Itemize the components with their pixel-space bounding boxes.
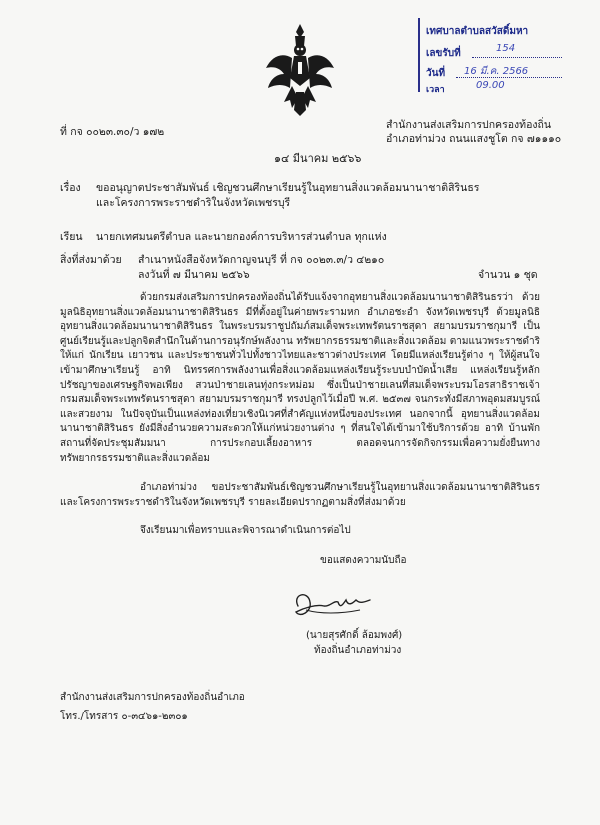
stamp-date-value: 16 มี.ค. 2566 bbox=[464, 66, 529, 77]
enclosure-line-2: ลงวันที่ ๗ มีนาคม ๒๕๖๖ bbox=[138, 269, 250, 281]
subject-label: เรื่อง bbox=[60, 182, 81, 194]
stamp-time-label: เวลา bbox=[426, 85, 445, 95]
document-date: ๑๔ มีนาคม ๒๕๖๖ bbox=[274, 152, 362, 165]
sender-office: สำนักงานส่งเสริมการปกครองท้องถิ่น bbox=[386, 119, 552, 131]
subject-line-2: และโครงการพระราชดำริในจังหวัดเพชรบุรี bbox=[96, 197, 291, 209]
body-paragraph-3: จึงเรียนมาเพื่อทราบและพิจารณาดำเนินการต่อไป bbox=[140, 525, 351, 536]
body-paragraph-1: ด้วยกรมส่งเสริมการปกครองท้องถิ่นได้รับแจ้งจากอุทยานสิ่งแวดล้อมนานาชาติสิรินธรว่า ด้วยมูลนิธิอุทยานสิ่งแวดล้อมนานาชาติสิรินธร มีที่ตั้งอยู่ในค่ายพระรามหก อำเภอชะอำ จังหวัดเพชรบุรี ด้วยมูลนิธิอุทยานสิ่งแวดล้อมนานาชาติสิรินธร ในพระบรมราชูปถัมภ์สมเด็จพระเทพรัตนราชสุดา สยามบรมราชกุมารี เป็นศูนย์เรียนรู้และปลูกจิตสำนึกในด้านการอนุรักษ์พลังงาน ทรัพยากรธรรมชาติและสิ่งแวดล้อม ตามแนวพระราชดำริ ให้แก่ นักเรียน เยาวชน และประชาชนทั่วไปทั้งชาวไทยและชาวต่างประเทศ โดยมีแหล่งเรียนรู้ต่าง ๆ ให้ผู้สนใจเข้ามาศึกษาเรียนรู้ อาทิ นิทรรศการพลังงานเพื่อสิ่งแวดล้อมแหล่งเรียนรู้ระบบบำบัดน้ำเสีย แหล่งเรียนรู้หลักปรัชญาของเศรษฐกิจพอเพียง สวนป่าชายเลนทุ่งกระหม่อม ซึ่งเป็นป่าชายเลนที่สมเด็จพระบรมโอรสาธิราชเจ้า กรมสมเด็จพระเทพรัตนราชสุดา สยามบรมราชกุมารี ทรงปลูกไว้เมื่อปี พ.ศ. ๒๕๓๗ จนกระทั่งมีสภาพอุดมสมบูรณ์และสวยงาม ในปัจจุบันเป็นแหล่งท่องเที่ยวเชิงนิเวศที่สำคัญแห่งหนึ่งของประเทศ นอกจากนี้ อุทยานสิ่งแวดล้อมนานาชาติสิรินธร ยังมีสิ่งอำนวยความสะดวกให้แก่หน่วยงานต่าง ๆ ที่สนใจได้เข้ามาใช้บริการด้วย อาทิ บ้านพัก สถานที่จัดประชุมสัมมนา การประกอบเลี้ยงอาหาร ตลอดจนการจัดกิจกรรมเพื่อความยั่งยืนทางทรัพยากรธรรมชาติและสิ่งแวดล้อม bbox=[60, 292, 540, 464]
body-paragraph-2: อำเภอท่าม่วง ขอประชาสัมพันธ์เชิญชวนศึกษาเรียนรู้ในอุทยานสิ่งแวดล้อมนานาชาติสิรินธร และโครงการพระราชดำริในจังหวัดเพชรบุรี รายละเอียดปรากฏตามสิ่งที่ส่งมาด้วย bbox=[60, 482, 540, 508]
subject-line-1: ขออนุญาตประชาสัมพันธ์ เชิญชวนศึกษาเรียนรู้ในอุทยานสิ่งแวดล้อมนานาชาติสิรินธร bbox=[96, 182, 480, 194]
document-number: ที่ กจ ๐๐๒๓.๓๐/ว ๑๗๒ bbox=[60, 126, 165, 138]
enclosure-label: สิ่งที่ส่งมาด้วย bbox=[60, 254, 122, 266]
recipient-label: เรียน bbox=[60, 231, 83, 243]
enclosure-amount: จำนวน ๑ ชุด bbox=[478, 269, 538, 281]
footer-office: สำนักงานส่งเสริมการปกครองท้องถิ่นอำเภอ bbox=[60, 692, 245, 703]
stamp-time-value: 09.00 bbox=[476, 80, 505, 91]
recipient: นายกเทศมนตรีตำบล และนายกองค์การบริหารส่วนตำบล ทุกแห่ง bbox=[96, 231, 387, 243]
signer-position: ท้องถิ่นอำเภอท่าม่วง bbox=[314, 645, 402, 656]
stamp-date-label: วันที่ bbox=[426, 68, 446, 79]
stamp-org: เทศบาลตำบลสวัสดิ์มหา bbox=[426, 26, 529, 37]
receiving-stamp bbox=[418, 18, 568, 95]
footer-phone: โทร./โทรสาร ๐-๓๔๖๑-๒๓๐๑ bbox=[60, 711, 188, 722]
sender-address: อำเภอท่าม่วง ถนนแสงชูโต กจ ๗๑๑๑๐ bbox=[386, 133, 562, 145]
stamp-receive-no: 154 bbox=[496, 43, 516, 54]
enclosure-line-1: สำเนาหนังสือจังหวัดกาญจนบุรี ที่ กจ ๐๐๒๓.๓/ว ๔๒๑๐ bbox=[138, 254, 385, 266]
stamp-receive-label: เลขรับที่ bbox=[426, 48, 461, 59]
closing-regards: ขอแสดงความนับถือ bbox=[320, 555, 407, 566]
signer-name: (นายสุรศักดิ์ ล้อมพงศ์) bbox=[306, 630, 403, 641]
garuda-emblem-icon bbox=[262, 22, 338, 118]
signature-icon bbox=[290, 588, 380, 624]
